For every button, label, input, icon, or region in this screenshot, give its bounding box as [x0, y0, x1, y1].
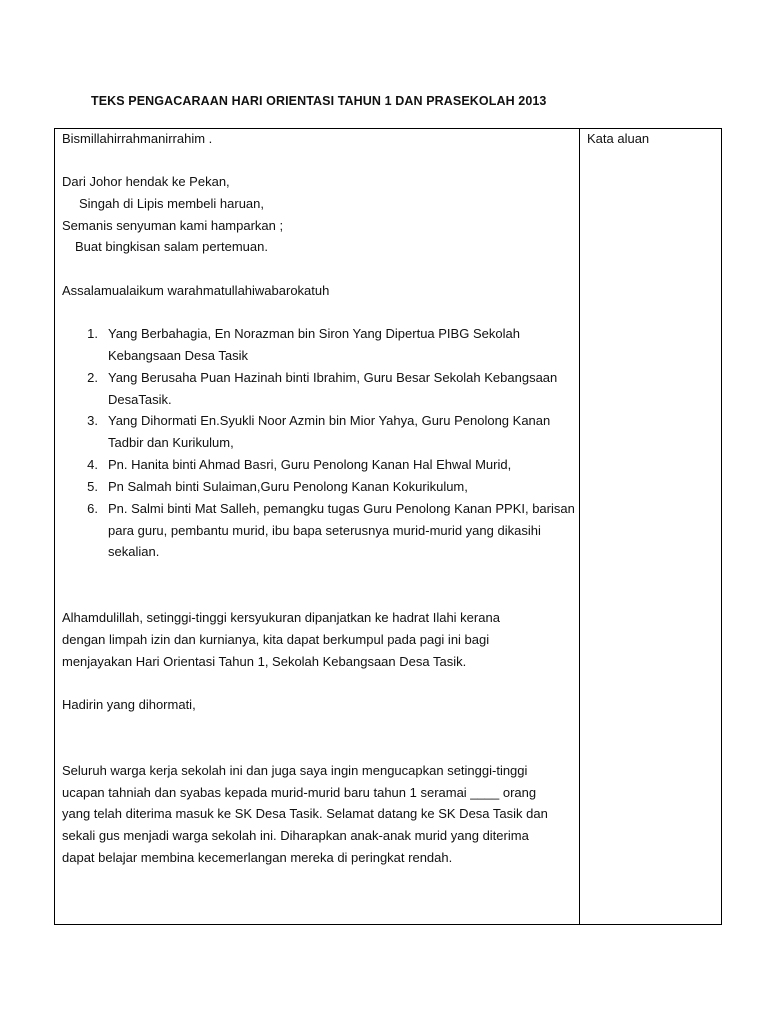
greeting-number: 5. [87, 479, 98, 494]
salam-line: Assalamualaikum warahmatullahiwabarokatuh [62, 283, 330, 298]
paragraph-line: Alhamdulillah, setinggi-tinggi kersyukuran dipanjatkan ke hadrat Ilahi kerana [62, 610, 500, 625]
notes-column [587, 129, 715, 924]
paragraph-line: dengan limpah izin dan kurnianya, kita dapat berkumpul pada pagi ini bagi [62, 632, 490, 647]
column-divider [579, 129, 580, 924]
pantun-line-2: Singah di Lipis membeli haruan, [79, 196, 264, 211]
script-text-column [62, 129, 575, 924]
pantun-line-4: Buat bingkisan salam pertemuan. [75, 239, 268, 254]
document-title: TEKS PENGACARAAN HARI ORIENTASI TAHUN 1 DAN PRASEKOLAH 2013 [91, 94, 547, 108]
greeting-number: 1. [87, 326, 98, 341]
pantun-line-3: Semanis senyuman kami hamparkan ; [62, 218, 284, 233]
greeting-number: 2. [87, 370, 98, 385]
hadirin-line: Hadirin yang dihormati, [62, 697, 196, 712]
greeting-text: Pn. Salmi binti Mat Salleh, pemangku tugas Guru Penolong Kanan PPKI, barisan para guru, pembantu murid, ibu bapa seterusnya murid-murid yang dikasihi sekalian. [108, 501, 575, 560]
pantun-line-1: Dari Johor hendak ke Pekan, [62, 174, 230, 189]
greeting-text: Yang Dihormati En.Syukli Noor Azmin bin Mior Yahya, Guru Penolong Kanan Tadbir dan Kurikulum, [108, 413, 551, 450]
opening-line: Bismillahirrahmanirrahim . [62, 131, 213, 146]
script-table [54, 128, 722, 925]
greeting-text: Pn. Hanita binti Ahmad Basri, Guru Penolong Kanan Hal Ehwal Murid, [108, 457, 512, 472]
paragraph-line: Seluruh warga kerja sekolah ini dan juga saya ingin mengucapkan setinggi-tinggi [62, 763, 528, 778]
greeting-number: 4. [87, 457, 98, 472]
paragraph-line: dapat belajar membina kecemerlangan mereka di peringkat rendah. [62, 850, 453, 865]
greeting-number: 6. [87, 501, 98, 516]
greeting-text: Yang Berusaha Puan Hazinah binti Ibrahim, Guru Besar Sekolah Kebangsaan DesaTasik. [108, 370, 558, 407]
greeting-number: 3. [87, 413, 98, 428]
paragraph-line: ucapan tahniah dan syabas kepada murid-murid baru tahun 1 seramai ____ orang [62, 785, 537, 800]
section-label: Kata aluan [587, 131, 650, 146]
paragraph-line: menjayakan Hari Orientasi Tahun 1, Sekolah Kebangsaan Desa Tasik. [62, 654, 467, 669]
greeting-text: Yang Berbahagia, En Norazman bin Siron Yang Dipertua PIBG Sekolah Kebangsaan Desa Tasik [108, 326, 520, 363]
paragraph-line: yang telah diterima masuk ke SK Desa Tasik. Selamat datang ke SK Desa Tasik dan [62, 806, 548, 821]
paragraph-line: sekali gus menjadi warga sekolah ini. Diharapkan anak-anak murid yang diterima [62, 828, 529, 843]
greeting-text: Pn Salmah binti Sulaiman,Guru Penolong Kanan Kokurikulum, [108, 479, 468, 494]
